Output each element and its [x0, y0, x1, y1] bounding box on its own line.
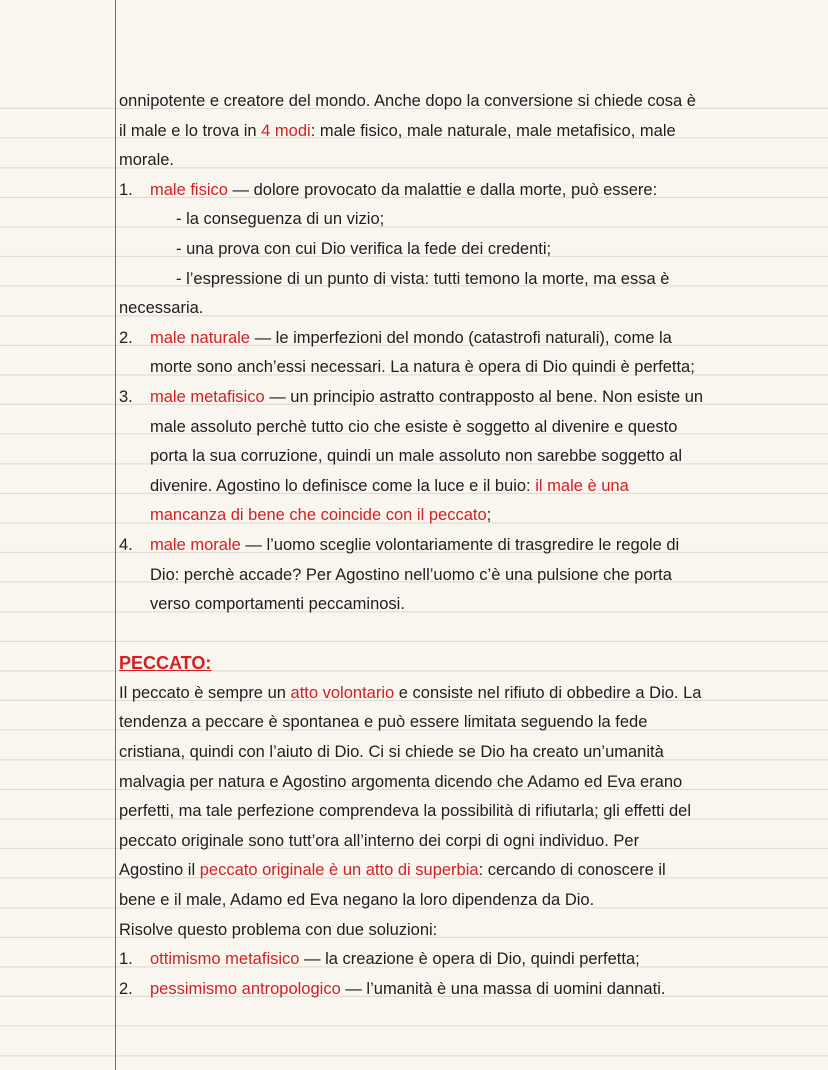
text-line — [119, 472, 819, 502]
highlighted-term: 4 modi — [261, 121, 311, 140]
text-segment: morale. — [119, 151, 175, 170]
text-segment: : cercando di conoscere il — [478, 861, 666, 880]
list-number: 1. — [119, 180, 133, 199]
numbered-list-item — [119, 531, 819, 561]
highlighted-term: male metafisico — [150, 387, 265, 406]
highlighted-term: male fisico — [150, 180, 228, 199]
highlighted-term: peccato originale è un atto di superbia — [199, 861, 479, 880]
text-line — [119, 442, 819, 472]
text-segment: e consiste nel rifiuto di obbedire a Dio. La — [394, 683, 702, 702]
text-line — [119, 265, 819, 295]
numbered-list-item — [119, 945, 819, 975]
text-segment: Risolve questo problema con due soluzioni: — [119, 920, 438, 939]
text-segment: — le imperfezioni del mondo (catastrofi naturali), come la — [249, 328, 672, 347]
text-segment: - una prova con cui Dio verifica la fede dei credenti; — [176, 239, 552, 258]
highlighted-term: il male è una — [535, 476, 629, 495]
text-segment: — dolore provocato da malattie e dalla morte, può essere: — [227, 180, 658, 199]
highlighted-term: ottimismo metafisico — [150, 950, 300, 969]
text-line — [119, 886, 819, 916]
highlighted-term: male naturale — [150, 328, 250, 347]
text-line — [119, 916, 819, 946]
text-line — [119, 235, 819, 265]
text-line — [119, 679, 819, 709]
text-segment: — l’uomo sceglie volontariamente di trasgredire le regole di — [240, 535, 680, 554]
text-segment: - la conseguenza di un vizio; — [176, 210, 385, 229]
text-segment: morte sono anch’essi necessari. La natura è opera di Dio quindi è perfetta; — [150, 358, 695, 377]
text-segment: - l’espressione di un punto di vista: tutti temono la morte, ma essa è — [176, 269, 670, 288]
highlighted-term: atto volontario — [290, 683, 395, 702]
text-segment: Il peccato è sempre un — [119, 683, 291, 702]
text-segment: verso comportamenti peccaminosi. — [150, 595, 405, 614]
text-line — [119, 205, 819, 235]
text-line — [119, 87, 819, 117]
text-line — [119, 117, 819, 147]
list-number: 3. — [119, 387, 133, 406]
highlighted-term: mancanza di bene che coincide con il peccato — [150, 506, 487, 525]
numbered-list-item — [119, 383, 819, 413]
text-segment: Dio: perchè accade? Per Agostino nell’uomo c’è una pulsione che porta — [150, 565, 672, 584]
numbered-list-item — [119, 975, 819, 1005]
text-segment: ; — [486, 506, 492, 525]
text-segment: — l’umanità è una massa di uomini dannati. — [340, 979, 666, 998]
text-line — [119, 827, 819, 857]
text-segment: male assoluto perchè tutto cio che esiste è soggetto al divenire e questo — [150, 417, 678, 436]
margin-line — [115, 0, 116, 1070]
text-segment: necessaria. — [119, 299, 204, 318]
text-line — [119, 353, 819, 383]
text-segment: perfetti, ma tale perfezione comprendeva la possibilità di rifiutarla; gli effetti del — [119, 802, 691, 821]
text-line — [119, 146, 819, 176]
text-segment: onnipotente e creatore del mondo. Anche dopo la conversione si chiede cosa è — [119, 92, 696, 110]
text-segment: Agostino il — [119, 861, 200, 880]
list-number: 4. — [119, 535, 133, 554]
heading-text: PECCATO: — [119, 653, 212, 674]
text-line — [119, 561, 819, 591]
highlighted-term: pessimismo antropologico — [150, 979, 341, 998]
text-segment: tendenza a peccare è spontanea e può essere limitata seguendo la fede — [119, 713, 648, 732]
text-line — [119, 856, 819, 886]
highlighted-term: male morale — [150, 535, 241, 554]
numbered-list-item — [119, 176, 819, 206]
text-segment: divenire. Agostino lo definisce come la luce e il buio: — [150, 476, 536, 495]
text-segment: peccato originale sono tutt’ora all’interno dei corpi di ogni individuo. Per — [119, 831, 640, 850]
text-segment: bene e il male, Adamo ed Eva negano la loro dipendenza da Dio. — [119, 891, 595, 910]
text-segment: il male e lo trova in — [119, 121, 262, 140]
text-line — [119, 413, 819, 443]
document-body — [119, 87, 819, 1004]
text-line — [119, 768, 819, 798]
list-number: 1. — [119, 950, 133, 969]
list-number: 2. — [119, 979, 133, 998]
text-segment: cristiana, quindi con l’aiuto di Dio. Ci si chiede se Dio ha creato un’umanità — [119, 743, 664, 762]
text-segment: : male fisico, male naturale, male metafisico, male — [310, 121, 676, 140]
text-line — [119, 590, 819, 620]
numbered-list-item — [119, 324, 819, 354]
section-heading — [119, 649, 819, 679]
text-segment: porta la sua corruzione, quindi un male assoluto non sarebbe soggetto al — [150, 447, 683, 466]
text-line — [119, 708, 819, 738]
text-segment: malvagia per natura e Agostino argomenta dicendo che Adamo ed Eva erano — [119, 772, 683, 791]
text-line — [119, 797, 819, 827]
list-number: 2. — [119, 328, 133, 347]
text-line — [119, 620, 819, 650]
text-segment: — la creazione è opera di Dio, quindi perfetta; — [299, 950, 640, 969]
text-line — [119, 738, 819, 768]
text-segment: — un principio astratto contrapposto al bene. Non esiste un — [264, 387, 704, 406]
text-line — [119, 501, 819, 531]
text-line — [119, 294, 819, 324]
